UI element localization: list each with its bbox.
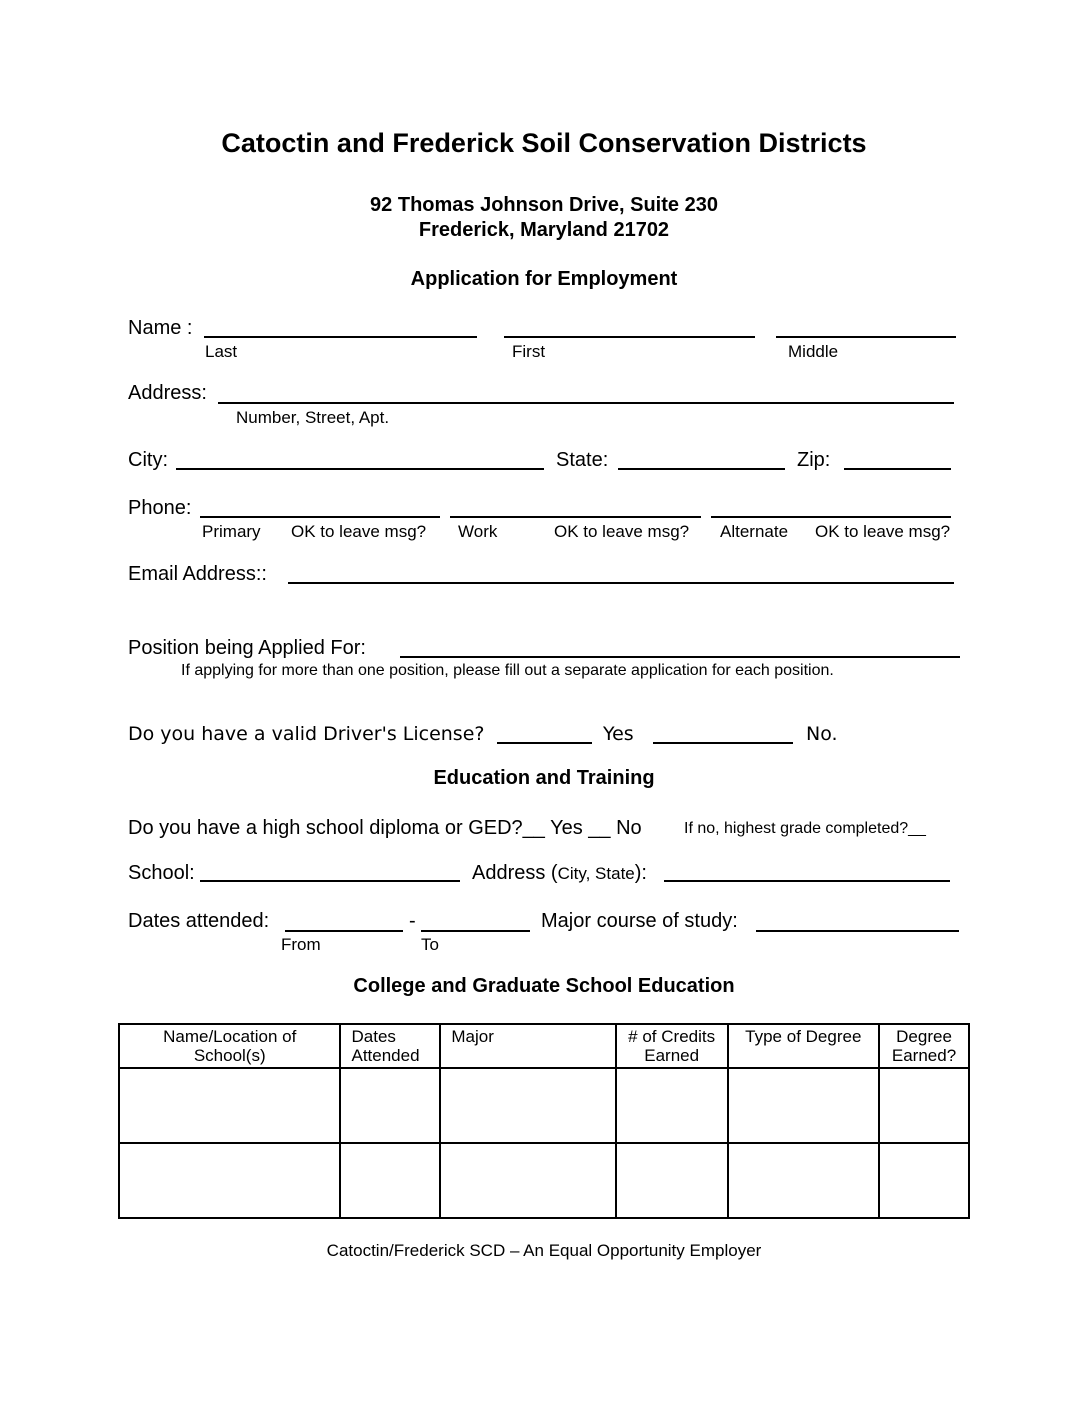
education-heading: Education and Training xyxy=(433,767,655,789)
col-header-line: Dates xyxy=(351,1027,396,1046)
table-row xyxy=(119,1143,969,1218)
org-title: Catoctin and Frederick Soil Conservation Districts xyxy=(221,128,867,158)
phone-ok-caption-2: OK to leave msg? xyxy=(554,522,690,541)
col-header-degree-type xyxy=(728,1024,880,1068)
diploma-followup: If no, highest grade completed?__ xyxy=(684,820,926,837)
table-cell[interactable] xyxy=(616,1068,728,1143)
address-caption: Number, Street, Apt. xyxy=(236,408,390,427)
col-header-line: School(s) xyxy=(193,1046,266,1065)
license-yes-field[interactable] xyxy=(497,742,592,744)
zip-label: Zip: xyxy=(797,449,831,471)
school-address-label xyxy=(472,862,647,885)
state-field[interactable] xyxy=(618,468,785,470)
position-field[interactable] xyxy=(400,656,960,658)
table-row xyxy=(119,1068,969,1143)
last-name-field[interactable] xyxy=(204,336,477,338)
position-label: Position being Applied For: xyxy=(128,637,366,659)
phone-ok-caption-1: OK to leave msg? xyxy=(291,522,427,541)
major-label: Major course of study: xyxy=(541,910,738,932)
zip-field[interactable] xyxy=(844,468,951,470)
email-field[interactable] xyxy=(288,582,954,584)
table-cell[interactable] xyxy=(879,1143,969,1218)
col-header-line: # of Credits xyxy=(628,1027,716,1046)
form-title: Application for Employment xyxy=(410,268,678,290)
address-field[interactable] xyxy=(218,402,954,404)
table-cell[interactable] xyxy=(616,1143,728,1218)
first-caption: First xyxy=(512,342,546,361)
table-header-row xyxy=(119,1024,969,1068)
college-education-table xyxy=(118,1023,970,1219)
city-label: City: xyxy=(128,449,168,471)
last-caption: Last xyxy=(205,342,238,361)
footer-text: Catoctin/Frederick SCD – An Equal Opportunity Employer xyxy=(326,1241,762,1260)
col-header-credits xyxy=(616,1024,728,1068)
table-cell[interactable] xyxy=(119,1143,340,1218)
diploma-question: Do you have a high school diploma or GED?__ Yes __ No xyxy=(128,817,642,839)
phone-work-caption: Work xyxy=(458,522,498,541)
phone-alternate-field[interactable] xyxy=(711,516,951,518)
email-label: Email Address:: xyxy=(128,563,267,585)
col-header-major xyxy=(440,1024,615,1068)
city-field[interactable] xyxy=(176,468,544,470)
school-address-label-text: Address ( xyxy=(472,862,558,884)
table-cell[interactable] xyxy=(728,1143,880,1218)
address-label: Address: xyxy=(128,382,207,404)
dates-attended-label: Dates attended: xyxy=(128,910,270,932)
col-header-line: Major xyxy=(451,1027,494,1046)
school-field[interactable] xyxy=(200,880,460,882)
table-cell[interactable] xyxy=(340,1068,440,1143)
license-yes-label: Yes xyxy=(603,723,634,745)
school-label: School: xyxy=(128,862,195,884)
position-note: If applying for more than one position, please fill out a separate application for each position. xyxy=(181,662,834,679)
dates-dash: - xyxy=(409,910,416,932)
table-cell[interactable] xyxy=(728,1068,880,1143)
col-header-line: Earned xyxy=(644,1046,700,1065)
table-cell[interactable] xyxy=(440,1068,615,1143)
middle-caption: Middle xyxy=(788,342,839,361)
license-no-label: No. xyxy=(806,723,838,745)
org-address-line2: Frederick, Maryland 21702 xyxy=(418,219,670,241)
name-label: Name : xyxy=(128,317,193,339)
table-cell[interactable] xyxy=(879,1068,969,1143)
major-field[interactable] xyxy=(756,930,959,932)
table-cell[interactable] xyxy=(119,1068,340,1143)
license-no-field[interactable] xyxy=(653,742,793,744)
col-header-dates xyxy=(340,1024,440,1068)
college-heading: College and Graduate School Education xyxy=(353,975,735,997)
state-label: State: xyxy=(556,449,609,471)
school-address-label-end: ): xyxy=(634,862,647,884)
dates-to-field[interactable] xyxy=(421,930,530,932)
col-header-line: Earned? xyxy=(891,1046,957,1065)
org-address-line1: 92 Thomas Johnson Drive, Suite 230 xyxy=(370,194,718,216)
col-header-line: Attended xyxy=(351,1046,420,1065)
dates-from-caption: From xyxy=(281,935,321,954)
school-address-hint: City, State xyxy=(557,864,635,883)
col-header-school xyxy=(119,1024,340,1068)
col-header-line: Name/Location of xyxy=(163,1027,297,1046)
phone-alternate-caption: Alternate xyxy=(720,522,789,541)
school-address-field[interactable] xyxy=(664,880,950,882)
col-header-line: Degree xyxy=(896,1027,952,1046)
phone-primary-caption: Primary xyxy=(202,522,261,541)
col-header-degree-earned xyxy=(879,1024,969,1068)
license-question: Do you have a valid Driver's License? xyxy=(128,723,485,745)
phone-work-field[interactable] xyxy=(450,516,701,518)
col-header-line: Type of Degree xyxy=(745,1027,862,1046)
dates-to-caption: To xyxy=(421,935,439,954)
phone-label: Phone: xyxy=(128,497,192,519)
phone-ok-caption-3: OK to leave msg? xyxy=(815,522,951,541)
middle-name-field[interactable] xyxy=(776,336,956,338)
table-cell[interactable] xyxy=(440,1143,615,1218)
phone-primary-field[interactable] xyxy=(200,516,440,518)
table-cell[interactable] xyxy=(340,1143,440,1218)
dates-from-field[interactable] xyxy=(285,930,403,932)
first-name-field[interactable] xyxy=(504,336,755,338)
